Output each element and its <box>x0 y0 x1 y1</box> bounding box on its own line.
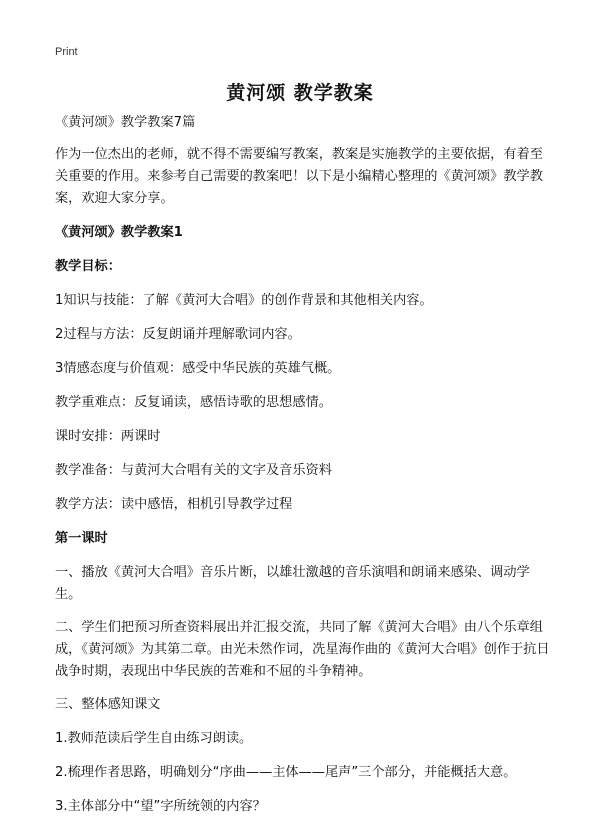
goals-heading: 教学目标： <box>55 259 121 274</box>
goal-item-3: 3情感态度与价值观：感受中华民族的英雄气概。 <box>55 361 341 376</box>
sub-item-2: 2.梳理作者思路，明确划分“序曲——主体——尾声”三个部分，并能概括大意。 <box>55 765 517 780</box>
goal-item-1: 1知识与技能：了解《黄河大合唱》的创作背景和其他相关内容。 <box>55 293 433 308</box>
step-1-text: 一、播放《黄河大合唱》音乐片断，以雄壮激越的音乐演唱和朗诵来感染、调动学生。 <box>55 565 530 602</box>
step-3-text: 三、整体感知课文 <box>55 697 161 712</box>
sub-item-1: 1.教师范读后学生自由练习朗读。 <box>55 731 253 746</box>
goal-item-2: 2过程与方法：反复朗诵并理解歌词内容。 <box>55 327 301 342</box>
intro-paragraph: 作为一位杰出的老师，就不得不需要编写教案，教案是实施教学的主要依据，有着至关重要的作用。来参考自己需要的教案吧！以下是小编精心整理的《黄河颂》教学教案，欢迎大家分享。 <box>55 147 543 206</box>
preparation-text: 教学准备：与黄河大合唱有关的文字及音乐资料 <box>55 463 332 478</box>
section-heading: 《黄河颂》教学教案1 <box>55 225 183 240</box>
sub-item-3: 3.主体部分中“望”字所统领的内容？ <box>55 799 266 814</box>
key-points-text: 教学重难点：反复诵读，感悟诗歌的思想感情。 <box>55 395 332 410</box>
page-title: 黄河颂 教学教案 <box>226 82 374 104</box>
print-link[interactable]: Print <box>55 46 78 58</box>
lesson-heading: 第一课时 <box>55 531 108 546</box>
step-2-text: 二、学生们把预习所查资料展出并汇报交流，共同了解《黄河大合唱》由八个乐章组成，《黄河颂》为其第二章。由光未然作词，冼星海作曲的《黄河大合唱》创作于抗日战争时期，表现出中华民族的苦难和不屈的斗争精神。 <box>55 620 550 679</box>
schedule-text: 课时安排：两课时 <box>55 429 161 444</box>
document-body <box>55 112 552 830</box>
document-subtitle: 《黄河颂》教学教案7篇 <box>55 115 196 130</box>
method-text: 教学方法：读中感悟，相机引导教学过程 <box>55 497 293 512</box>
